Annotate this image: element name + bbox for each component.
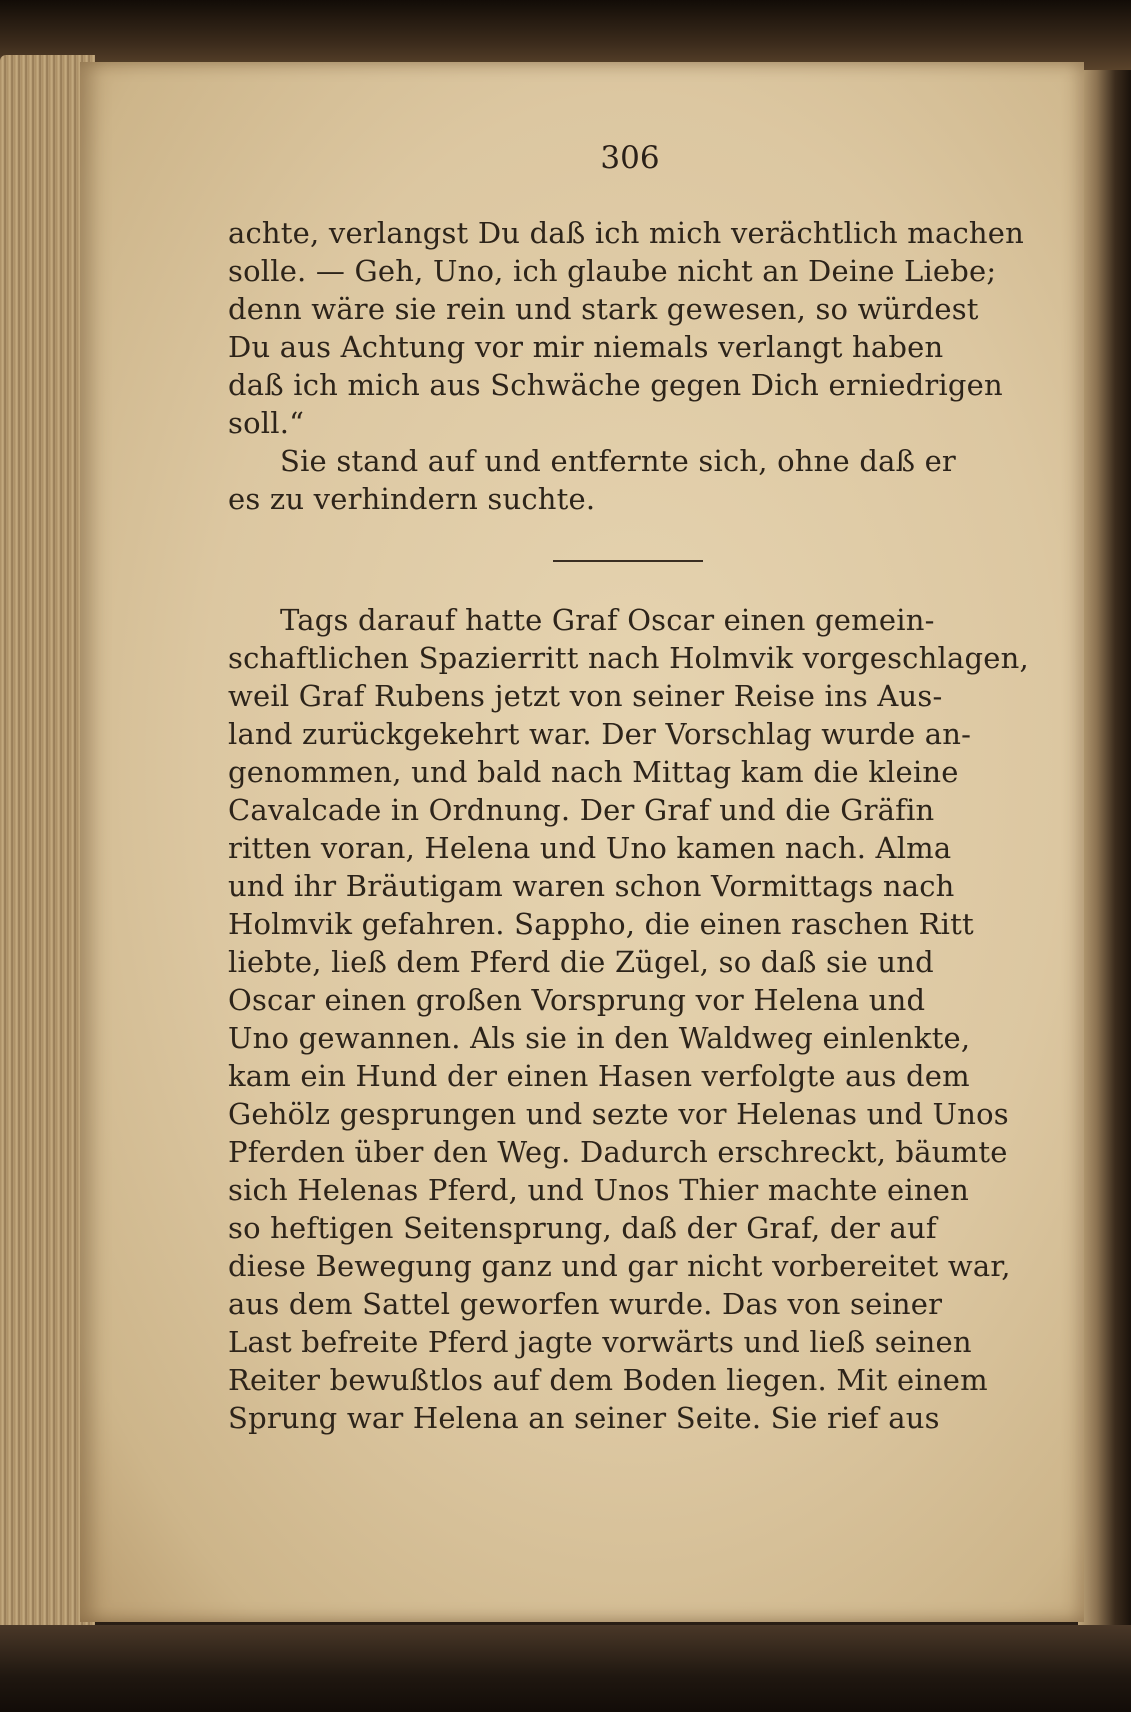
text-line: weil Graf Rubens jetzt von seiner Reise ins Aus- (228, 679, 943, 713)
text-line: schaftlichen Spazierritt nach Holmvik vorgeschlagen, (228, 641, 1029, 675)
text-line: Sprung war Helena an seiner Seite. Sie rief aus (228, 1401, 940, 1435)
text-line: liebte, ließ dem Pferd die Zügel, so daß sie und (228, 945, 934, 979)
text-line: kam ein Hund der einen Hasen verfolgte aus dem (228, 1059, 970, 1093)
section-separator (553, 560, 703, 562)
text-line: Sie stand auf und entfernte sich, ohne daß er (280, 444, 956, 478)
book-binding-top (0, 0, 1131, 70)
text-line: daß ich mich aus Schwäche gegen Dich erniedrigen (228, 368, 1003, 402)
text-line: Gehölz gesprungen und sezte vor Helenas und Unos (228, 1097, 1009, 1131)
text-line: Reiter bewußtlos auf dem Boden liegen. Mit einem (228, 1363, 988, 1397)
text-line: Oscar einen großen Vorsprung vor Helena und (228, 983, 926, 1017)
text-line: es zu verhindern suchte. (228, 482, 596, 516)
page-number: 306 (600, 140, 660, 176)
text-line: denn wäre sie rein und stark gewesen, so würdest (228, 292, 979, 326)
text-line: Uno gewannen. Als sie in den Waldweg einlenkte, (228, 1021, 971, 1055)
text-line: Pferden über den Weg. Dadurch erschreckt, bäumte (228, 1135, 1008, 1169)
book-right-edge (1078, 70, 1131, 1630)
text-line: Du aus Achtung vor mir niemals verlangt haben (228, 330, 944, 364)
text-line: Last befreite Pferd jagte vorwärts und ließ seinen (228, 1325, 972, 1359)
text-line: diese Bewegung ganz und gar nicht vorbereitet war, (228, 1249, 1011, 1283)
text-line: achte, verlangst Du daß ich mich verächtlich machen (228, 216, 1025, 250)
text-line: genommen, und bald nach Mittag kam die kleine (228, 755, 959, 789)
text-line: und ihr Bräutigam waren schon Vormittags nach (228, 869, 955, 903)
text-line: soll.“ (228, 406, 305, 440)
text-line: land zurückgekehrt war. Der Vorschlag wurde an- (228, 717, 972, 751)
text-line: Tags darauf hatte Graf Oscar einen gemein- (280, 603, 935, 637)
text-line: sich Helenas Pferd, und Unos Thier machte einen (228, 1173, 969, 1207)
text-line: Cavalcade in Ordnung. Der Graf und die Gräfin (228, 793, 935, 827)
book-binding-bottom (0, 1625, 1131, 1712)
text-line: so heftigen Seitensprung, daß der Graf, der auf (228, 1211, 937, 1245)
text-line: solle. — Geh, Uno, ich glaube nicht an Deine Liebe; (228, 254, 997, 288)
text-line: ritten voran, Helena und Uno kamen nach. Alma (228, 831, 952, 865)
text-block-first (228, 214, 1028, 518)
text-block-second (228, 601, 1028, 1437)
text-line: Holmvik gefahren. Sappho, die einen raschen Ritt (228, 907, 974, 941)
text-line: aus dem Sattel geworfen wurde. Das von seiner (228, 1287, 943, 1321)
